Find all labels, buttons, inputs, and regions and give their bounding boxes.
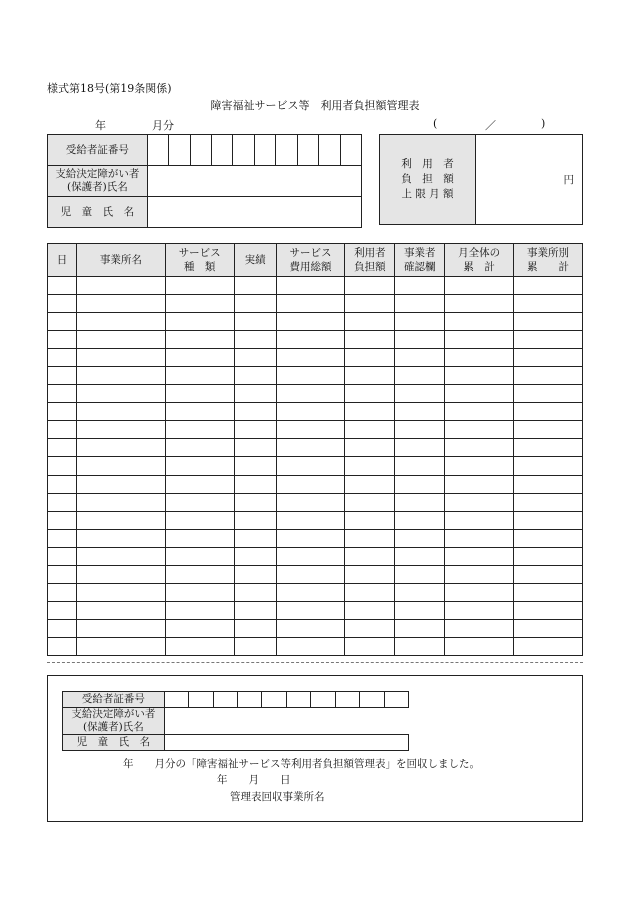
ledger-cell[interactable] <box>395 475 445 493</box>
ledger-cell[interactable] <box>76 295 165 313</box>
ledger-cell[interactable] <box>345 547 395 565</box>
ledger-cell[interactable] <box>165 349 234 367</box>
ledger-cell[interactable] <box>514 511 583 529</box>
ledger-cell[interactable] <box>514 529 583 547</box>
ledger-cell[interactable] <box>514 637 583 655</box>
ledger-cell[interactable] <box>48 331 77 349</box>
ledger-cell[interactable] <box>234 493 276 511</box>
ledger-cell[interactable] <box>48 349 77 367</box>
ledger-header-cell <box>165 244 234 277</box>
ledger-cell[interactable] <box>48 601 77 619</box>
ledger-cell[interactable] <box>276 313 345 331</box>
paren-close: ) <box>541 117 546 130</box>
receipt-child-row <box>63 735 409 751</box>
ledger-cell[interactable] <box>445 637 514 655</box>
ledger-cell[interactable] <box>276 619 345 637</box>
child-name-label: 児 童 氏 名 <box>48 197 148 228</box>
ledger-cell[interactable] <box>445 403 514 421</box>
ledger-cell[interactable] <box>445 565 514 583</box>
child-name-field[interactable] <box>147 197 361 228</box>
receipt-guardian-line2: (保護者)氏名 <box>83 721 144 733</box>
ledger-cell[interactable] <box>234 403 276 421</box>
ledger-cell[interactable] <box>276 637 345 655</box>
ledger-cell[interactable] <box>514 439 583 457</box>
ledger-cell[interactable] <box>445 529 514 547</box>
ledger-cell[interactable] <box>48 457 77 475</box>
ledger-cell[interactable] <box>395 349 445 367</box>
ledger-cell[interactable] <box>276 493 345 511</box>
ledger-cell[interactable] <box>165 637 234 655</box>
ledger-cell[interactable] <box>395 331 445 349</box>
ledger-cell[interactable] <box>395 601 445 619</box>
ledger-cell[interactable] <box>76 547 165 565</box>
ledger-cell[interactable] <box>445 421 514 439</box>
ledger-cell[interactable] <box>276 547 345 565</box>
receipt-date: 年 月 日 <box>217 774 291 786</box>
ledger-cell[interactable] <box>276 331 345 349</box>
ledger-cell[interactable] <box>165 529 234 547</box>
ledger-row <box>48 619 583 637</box>
ledger-header-text: 種 類 <box>183 261 216 273</box>
ledger-cell[interactable] <box>165 547 234 565</box>
guardian-label-line2: (保護者)氏名 <box>67 181 128 193</box>
ledger-cell[interactable] <box>445 547 514 565</box>
form-code: 様式第18号(第19条関係) <box>47 82 172 95</box>
ledger-cell[interactable] <box>395 421 445 439</box>
ledger-cell[interactable] <box>165 511 234 529</box>
cert-digit-cell[interactable] <box>276 135 297 166</box>
ledger-cell[interactable] <box>276 439 345 457</box>
ledger-header-text: 事業者 <box>403 247 436 259</box>
ledger-cell[interactable] <box>345 277 395 295</box>
limit-label-line2: 負 担 額 <box>401 173 454 185</box>
cert-number-row <box>48 135 362 166</box>
receipt-info-table <box>62 691 409 751</box>
ledger-cell[interactable] <box>345 565 395 583</box>
receipt-cert-digit-cell[interactable] <box>311 692 335 708</box>
cert-digit-cell[interactable] <box>233 135 254 166</box>
ledger-row <box>48 493 583 511</box>
ledger-cell[interactable] <box>345 511 395 529</box>
receipt-cert-digit-cell[interactable] <box>262 692 286 708</box>
ledger-cell[interactable] <box>165 601 234 619</box>
ledger-cell[interactable] <box>234 439 276 457</box>
receipt-cert-digit-cell[interactable] <box>213 692 237 708</box>
receipt-cert-digit-cell[interactable] <box>189 692 213 708</box>
ledger-cell[interactable] <box>48 421 77 439</box>
ledger-cell[interactable] <box>276 529 345 547</box>
ledger-cell[interactable] <box>395 565 445 583</box>
ledger-cell[interactable] <box>445 475 514 493</box>
ledger-cell[interactable] <box>76 367 165 385</box>
ledger-cell[interactable] <box>514 277 583 295</box>
ledger-cell[interactable] <box>445 385 514 403</box>
ledger-cell[interactable] <box>234 421 276 439</box>
ledger-cell[interactable] <box>345 529 395 547</box>
ledger-cell[interactable] <box>395 511 445 529</box>
ledger-cell[interactable] <box>76 619 165 637</box>
ledger-cell[interactable] <box>165 367 234 385</box>
ledger-cell[interactable] <box>48 493 77 511</box>
ledger-cell[interactable] <box>276 367 345 385</box>
ledger-cell[interactable] <box>395 619 445 637</box>
ledger-header-cell <box>234 244 276 277</box>
cert-digit-cell[interactable] <box>169 135 190 166</box>
monthly-limit-label <box>380 135 476 224</box>
ledger-cell[interactable] <box>276 511 345 529</box>
ledger-cell[interactable] <box>514 313 583 331</box>
ledger-header-cell <box>76 244 165 277</box>
ledger-cell[interactable] <box>165 439 234 457</box>
ledger-cell[interactable] <box>395 583 445 601</box>
ledger-cell[interactable] <box>395 493 445 511</box>
ledger-cell[interactable] <box>76 313 165 331</box>
ledger-cell[interactable] <box>395 439 445 457</box>
ledger-header-cell <box>48 244 77 277</box>
ledger-cell[interactable] <box>514 475 583 493</box>
ledger-cell[interactable] <box>514 601 583 619</box>
ledger-cell[interactable] <box>165 583 234 601</box>
guardian-name-field[interactable] <box>147 166 361 197</box>
ledger-row <box>48 439 583 457</box>
ledger-cell[interactable] <box>76 511 165 529</box>
ledger-cell[interactable] <box>165 493 234 511</box>
ledger-cell[interactable] <box>48 295 77 313</box>
ledger-cell[interactable] <box>345 385 395 403</box>
ledger-cell[interactable] <box>234 367 276 385</box>
ledger-cell[interactable] <box>165 403 234 421</box>
ledger-cell[interactable] <box>345 637 395 655</box>
ledger-header-text: 負担額 <box>354 261 386 273</box>
ledger-cell[interactable] <box>48 565 77 583</box>
ledger-row <box>48 313 583 331</box>
ledger-cell[interactable] <box>445 457 514 475</box>
period-year-label: 年 <box>95 119 106 132</box>
ledger-header-text: 月全体の <box>458 247 501 259</box>
cert-digit-cell[interactable] <box>340 135 361 166</box>
ledger-header-text: サービス <box>178 247 221 259</box>
ledger-cell[interactable] <box>48 511 77 529</box>
ledger-cell[interactable] <box>345 439 395 457</box>
cert-digit-cell[interactable] <box>254 135 275 166</box>
ledger-cell[interactable] <box>165 565 234 583</box>
ledger-cell[interactable] <box>76 475 165 493</box>
ledger-table <box>47 243 583 656</box>
ledger-cell[interactable] <box>445 619 514 637</box>
ledger-cell[interactable] <box>514 403 583 421</box>
ledger-cell[interactable] <box>48 529 77 547</box>
ledger-cell[interactable] <box>234 511 276 529</box>
ledger-row <box>48 475 583 493</box>
ledger-cell[interactable] <box>76 529 165 547</box>
ledger-cell[interactable] <box>345 331 395 349</box>
ledger-cell[interactable] <box>165 277 234 295</box>
ledger-cell[interactable] <box>234 385 276 403</box>
ledger-cell[interactable] <box>514 583 583 601</box>
yen-unit: 円 <box>563 174 574 186</box>
receipt-office-label: 管理表回収事業所名 <box>230 791 325 803</box>
limit-label-line1: 利 用 者 <box>401 158 454 170</box>
ledger-cell[interactable] <box>445 277 514 295</box>
receipt-guardian-field[interactable] <box>164 708 408 735</box>
ledger-header-cell <box>276 244 345 277</box>
ledger-cell[interactable] <box>276 295 345 313</box>
ledger-cell[interactable] <box>445 349 514 367</box>
ledger-cell[interactable] <box>445 367 514 385</box>
ledger-cell[interactable] <box>395 367 445 385</box>
ledger-cell[interactable] <box>514 619 583 637</box>
cert-number-label: 受給者証番号 <box>48 135 148 166</box>
ledger-cell[interactable] <box>395 403 445 421</box>
receipt-cert-digit-cell[interactable] <box>384 692 408 708</box>
ledger-cell[interactable] <box>234 295 276 313</box>
ledger-cell[interactable] <box>345 475 395 493</box>
ledger-cell[interactable] <box>76 439 165 457</box>
ledger-cell[interactable] <box>345 601 395 619</box>
ledger-cell[interactable] <box>165 331 234 349</box>
ledger-cell[interactable] <box>395 529 445 547</box>
ledger-cell[interactable] <box>514 493 583 511</box>
ledger-cell[interactable] <box>165 421 234 439</box>
ledger-cell[interactable] <box>48 313 77 331</box>
ledger-cell[interactable] <box>345 619 395 637</box>
receipt-cert-digit-cell[interactable] <box>164 692 188 708</box>
ledger-cell[interactable] <box>345 583 395 601</box>
ledger-cell[interactable] <box>395 637 445 655</box>
receipt-message: 年 月分の「障害福祉サービス等利用者負担額管理表」を回収しました。 <box>123 758 480 770</box>
ledger-cell[interactable] <box>345 403 395 421</box>
ledger-cell[interactable] <box>445 439 514 457</box>
ledger-cell[interactable] <box>48 367 77 385</box>
ledger-cell[interactable] <box>276 277 345 295</box>
ledger-row <box>48 529 583 547</box>
ledger-row <box>48 511 583 529</box>
guardian-label <box>48 166 148 197</box>
ledger-cell[interactable] <box>445 493 514 511</box>
ledger-cell[interactable] <box>76 601 165 619</box>
monthly-limit-box <box>379 134 583 225</box>
paren-slash: ／ <box>485 119 496 132</box>
ledger-cell[interactable] <box>514 367 583 385</box>
ledger-cell[interactable] <box>234 637 276 655</box>
ledger-cell[interactable] <box>48 277 77 295</box>
ledger-header-text: 事業所名 <box>99 254 142 266</box>
ledger-cell[interactable] <box>445 295 514 313</box>
ledger-cell[interactable] <box>345 367 395 385</box>
ledger-cell[interactable] <box>395 385 445 403</box>
ledger-cell[interactable] <box>514 547 583 565</box>
cert-digit-cell[interactable] <box>297 135 318 166</box>
ledger-header-text: 確認欄 <box>403 261 436 273</box>
ledger-cell[interactable] <box>76 349 165 367</box>
ledger-header-text: サービス <box>289 247 332 259</box>
ledger-cell[interactable] <box>165 457 234 475</box>
ledger-cell[interactable] <box>165 619 234 637</box>
ledger-cell[interactable] <box>234 457 276 475</box>
ledger-header-row <box>48 244 583 277</box>
ledger-cell[interactable] <box>234 313 276 331</box>
ledger-cell[interactable] <box>445 601 514 619</box>
ledger-cell[interactable] <box>48 637 77 655</box>
ledger-cell[interactable] <box>276 583 345 601</box>
ledger-header-text: 利用者 <box>354 247 386 259</box>
receipt-child-field[interactable] <box>164 735 408 751</box>
ledger-cell[interactable] <box>76 583 165 601</box>
ledger-cell[interactable] <box>234 475 276 493</box>
ledger-header-text: 事業所別 <box>527 247 570 259</box>
receipt-cert-digit-cell[interactable] <box>286 692 310 708</box>
ledger-row <box>48 403 583 421</box>
cert-digit-cell[interactable] <box>147 135 168 166</box>
receipt-cert-digit-cell[interactable] <box>335 692 359 708</box>
ledger-cell[interactable] <box>345 421 395 439</box>
ledger-cell[interactable] <box>48 583 77 601</box>
ledger-cell[interactable] <box>276 601 345 619</box>
ledger-cell[interactable] <box>48 403 77 421</box>
ledger-cell[interactable] <box>276 421 345 439</box>
ledger-cell[interactable] <box>276 565 345 583</box>
ledger-cell[interactable] <box>76 403 165 421</box>
ledger-row <box>48 601 583 619</box>
ledger-header-cell <box>395 244 445 277</box>
ledger-cell[interactable] <box>234 601 276 619</box>
ledger-cell[interactable] <box>514 565 583 583</box>
ledger-cell[interactable] <box>345 313 395 331</box>
receipt-child-label: 児 童 氏 名 <box>63 735 165 751</box>
receipt-cert-digit-cell[interactable] <box>360 692 384 708</box>
ledger-cell[interactable] <box>445 313 514 331</box>
ledger-cell[interactable] <box>395 295 445 313</box>
ledger-cell[interactable] <box>514 349 583 367</box>
recipient-info-table <box>47 134 362 228</box>
ledger-cell[interactable] <box>514 295 583 313</box>
ledger-cell[interactable] <box>395 547 445 565</box>
ledger-cell[interactable] <box>395 457 445 475</box>
ledger-cell[interactable] <box>48 439 77 457</box>
ledger-cell[interactable] <box>165 385 234 403</box>
ledger-cell[interactable] <box>234 529 276 547</box>
ledger-row <box>48 331 583 349</box>
cert-digit-cell[interactable] <box>190 135 211 166</box>
ledger-cell[interactable] <box>48 385 77 403</box>
ledger-cell[interactable] <box>234 349 276 367</box>
ledger-cell[interactable] <box>76 457 165 475</box>
cert-digit-cell[interactable] <box>319 135 340 166</box>
receipt-guardian-label <box>63 708 165 735</box>
ledger-cell[interactable] <box>276 349 345 367</box>
ledger-cell[interactable] <box>76 277 165 295</box>
ledger-cell[interactable] <box>48 547 77 565</box>
ledger-header-cell <box>445 244 514 277</box>
ledger-cell[interactable] <box>514 331 583 349</box>
ledger-header-text: 累 計 <box>527 261 570 273</box>
ledger-row <box>48 637 583 655</box>
ledger-cell[interactable] <box>514 457 583 475</box>
ledger-row <box>48 421 583 439</box>
ledger-cell[interactable] <box>445 583 514 601</box>
ledger-header-text: 費用総額 <box>289 261 332 273</box>
ledger-row <box>48 277 583 295</box>
ledger-cell[interactable] <box>234 547 276 565</box>
ledger-cell[interactable] <box>76 493 165 511</box>
ledger-cell[interactable] <box>165 475 234 493</box>
ledger-cell[interactable] <box>395 313 445 331</box>
ledger-cell[interactable] <box>76 331 165 349</box>
receipt-cert-digit-cell[interactable] <box>238 692 262 708</box>
ledger-row <box>48 385 583 403</box>
ledger-header-text: 日 <box>56 254 68 266</box>
guardian-label-line1: 支給決定障がい者 <box>55 168 140 180</box>
child-row <box>48 197 362 228</box>
receipt-cert-label: 受給者証番号 <box>63 692 165 708</box>
ledger-row <box>48 583 583 601</box>
ledger-row <box>48 367 583 385</box>
ledger-header-cell <box>345 244 395 277</box>
ledger-row <box>48 457 583 475</box>
ledger-cell[interactable] <box>514 421 583 439</box>
ledger-cell[interactable] <box>165 295 234 313</box>
ledger-cell[interactable] <box>276 403 345 421</box>
ledger-row <box>48 547 583 565</box>
cut-line <box>47 662 583 663</box>
ledger-cell[interactable] <box>76 385 165 403</box>
limit-label-line3: 上 限 月 額 <box>401 188 454 200</box>
ledger-cell[interactable] <box>514 385 583 403</box>
ledger-cell[interactable] <box>76 421 165 439</box>
ledger-cell[interactable] <box>345 295 395 313</box>
ledger-cell[interactable] <box>48 619 77 637</box>
ledger-cell[interactable] <box>345 493 395 511</box>
ledger-row <box>48 295 583 313</box>
page-title: 障害福祉サービス等 利用者負担額管理表 <box>210 99 420 112</box>
receipt-guardian-line1: 支給決定障がい者 <box>71 708 156 720</box>
ledger-cell[interactable] <box>234 277 276 295</box>
ledger-cell[interactable] <box>48 475 77 493</box>
ledger-header-cell <box>514 244 583 277</box>
ledger-cell[interactable] <box>234 619 276 637</box>
receipt-guardian-row <box>63 708 409 735</box>
monthly-limit-field[interactable] <box>476 135 582 224</box>
ledger-cell[interactable] <box>276 475 345 493</box>
paren-open: ( <box>433 117 438 130</box>
receipt-cert-row <box>63 692 409 708</box>
ledger-cell[interactable] <box>276 457 345 475</box>
ledger-row <box>48 349 583 367</box>
guardian-row <box>48 166 362 197</box>
ledger-header-text: 実績 <box>244 254 266 266</box>
ledger-header-text: 累 計 <box>463 261 495 273</box>
cert-digit-cell[interactable] <box>211 135 232 166</box>
period-month-label: 月分 <box>152 119 174 132</box>
ledger-cell[interactable] <box>395 277 445 295</box>
ledger-cell[interactable] <box>445 331 514 349</box>
ledger-cell[interactable] <box>234 583 276 601</box>
ledger-cell[interactable] <box>76 565 165 583</box>
ledger-cell[interactable] <box>234 565 276 583</box>
ledger-row <box>48 565 583 583</box>
ledger-cell[interactable] <box>276 385 345 403</box>
ledger-cell[interactable] <box>234 331 276 349</box>
ledger-cell[interactable] <box>345 349 395 367</box>
ledger-cell[interactable] <box>76 637 165 655</box>
ledger-cell[interactable] <box>445 511 514 529</box>
ledger-cell[interactable] <box>165 313 234 331</box>
ledger-cell[interactable] <box>345 457 395 475</box>
